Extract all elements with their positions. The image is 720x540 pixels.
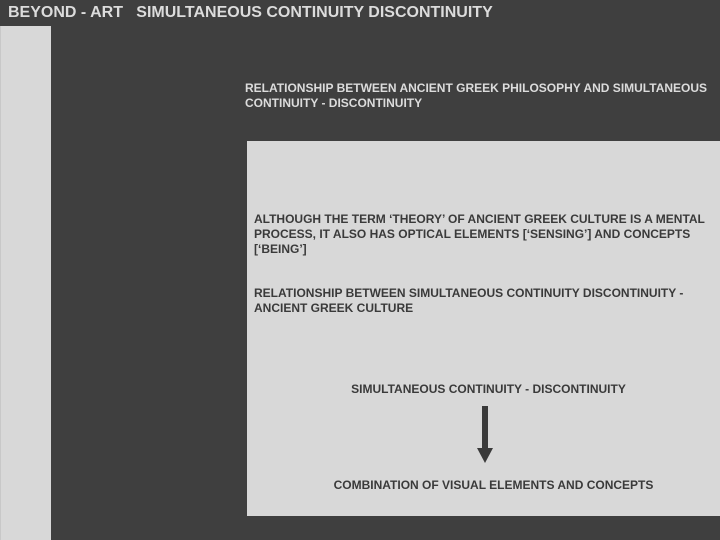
arrow-down-icon (476, 406, 494, 464)
left-sidebar-strip (0, 26, 51, 540)
theory-paragraph: ALTHOUGH THE TERM ‘THEORY’ OF ANCIENT GREEK CULTURE IS A MENTAL PROCESS, IT ALSO HAS OPTICAL ELEMENTS [‘SENSING’] AND CONCEPTS [‘BEING’] (254, 212, 705, 256)
relationship-paragraph: RELATIONSHIP BETWEEN SIMULTANEOUS CONTINUITY DISCONTINUITY - ANCIENT GREEK CULTURE (254, 286, 684, 315)
section-heading: RELATIONSHIP BETWEEN ANCIENT GREEK PHILOSOPHY AND SIMULTANEOUS CONTINUITY - DISCONTINUITY (245, 81, 708, 110)
content-panel (247, 141, 720, 516)
flow-result-label: COMBINATION OF VISUAL ELEMENTS AND CONCEPTS (333, 478, 654, 492)
slide-title: BEYOND - ART SIMULTANEOUS CONTINUITY DISCONTINUITY (8, 4, 493, 21)
flow-source-label: SIMULTANEOUS CONTINUITY - DISCONTINUITY (351, 382, 626, 396)
